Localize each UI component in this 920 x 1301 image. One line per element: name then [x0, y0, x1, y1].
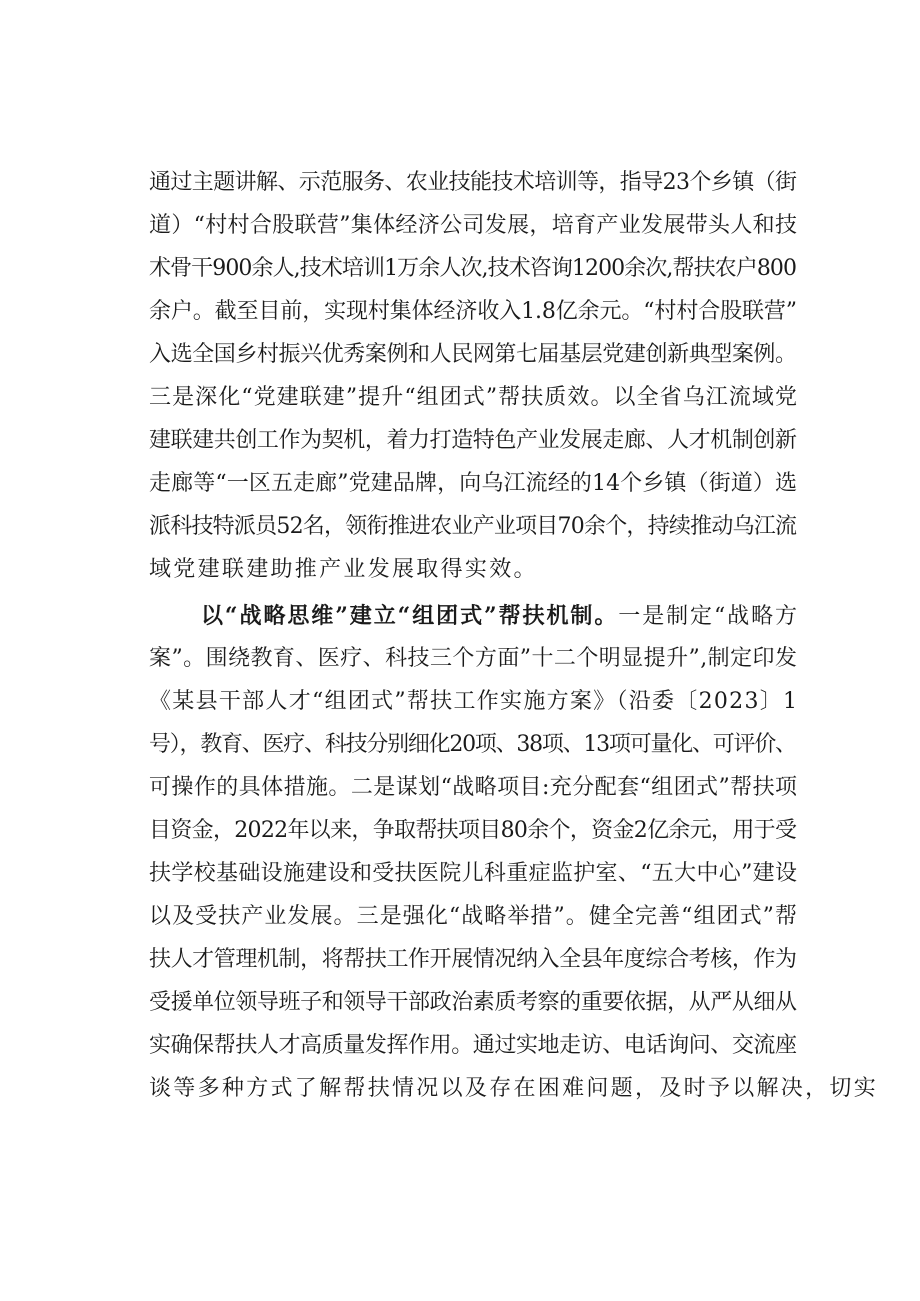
text-segment: 派科技特派员52名，领衔推进农业产业项目70余个，持续推动乌江流	[149, 514, 797, 539]
text-line	[201, 601, 797, 632]
text-line	[149, 383, 797, 413]
text-segment: 受援单位领导班子和领导干部政治素质考察的重要依据，从严从细从	[149, 990, 797, 1015]
text-segment: 余户。截至目前，实现村集体经济收入1.8亿余元。“村村合股联营”	[149, 299, 797, 324]
text-line	[149, 512, 797, 542]
text-segment: 建联建共创工作为契机，着力打造特色产业发展走廊、人才机制创新	[149, 428, 797, 453]
text-segment: 目资金，2022年以来，争取帮扶项目80余个，资金2亿余元，用于受	[149, 818, 797, 843]
text-line	[149, 644, 797, 674]
text-segment: 实确保帮扶人才高质量发挥作用。通过实地走访、电话询问、交流座	[149, 1033, 797, 1058]
text-segment: 可操作的具体措施。二是谋划“战略项目:充分配套“组团式”帮扶项	[149, 775, 798, 800]
text-line	[149, 297, 797, 327]
text-line	[149, 773, 797, 803]
text-line	[149, 687, 797, 717]
text-line	[149, 988, 797, 1018]
text-segment: 域党建联建助推产业发展取得实效。	[149, 557, 538, 582]
text-line	[149, 945, 797, 975]
paragraph-heading: 以“战略思维”建立“组团式”帮扶机制。	[201, 603, 619, 629]
text-segment: 扶人才管理机制，将帮扶工作开展情况纳入全县年度综合考核，作为	[149, 947, 797, 972]
text-line	[149, 859, 797, 889]
text-segment: 入选全国乡村振兴优秀案例和人民网第七届基层党建创新典型案例。	[149, 342, 797, 367]
text-segment: 三是深化“党建联建”提升“组团式”帮扶质效。以全省乌江流域党	[149, 385, 799, 410]
text-line	[149, 816, 797, 846]
text-line	[149, 211, 797, 241]
text-segment: 术骨干900余人,技术培训1万余人次,技术咨询1200余次,帮扶农户800	[149, 256, 797, 281]
text-line	[149, 340, 797, 370]
text-segment: 通过主题讲解、示范服务、农业技能技术培训等，指导23个乡镇（街	[149, 170, 797, 195]
text-segment: 号），教育、医疗、科技分别细化20项、38项、13项可量化、可评价、	[149, 732, 796, 757]
text-segment: 谈等多种方式了解帮扶情况以及存在困难问题，及时予以解决，切实	[149, 1076, 879, 1101]
text-segment: 以及受扶产业发展。三是强化“战略举措”。健全完善“组团式”帮	[149, 904, 799, 929]
text-line	[149, 254, 797, 284]
text-segment: 《某县干部人才“组团式”帮扶工作实施方案》（沿委〔2023〕1	[149, 689, 799, 714]
text-line	[149, 168, 797, 198]
text-segment: 案”。围绕教育、医疗、科技三个方面”十二个明显提升”,制定印发	[149, 646, 798, 671]
text-line	[149, 555, 538, 585]
text-line	[149, 902, 797, 932]
text-line	[149, 469, 797, 499]
text-segment: 一是制定“战略方	[618, 604, 799, 629]
text-segment: 走廊等“一区五走廊”党建品牌，向乌江流经的14个乡镇（街道）选	[149, 471, 798, 496]
text-line	[149, 426, 797, 456]
text-line	[149, 1031, 797, 1061]
text-line	[149, 1074, 878, 1104]
text-segment: 扶学校基础设施建设和受扶医院儿科重症监护室、“五大中心”建设	[149, 861, 798, 886]
text-line	[149, 730, 797, 760]
text-segment: 道）“村村合股联营”集体经济公司发展，培育产业发展带头人和技	[149, 213, 798, 238]
